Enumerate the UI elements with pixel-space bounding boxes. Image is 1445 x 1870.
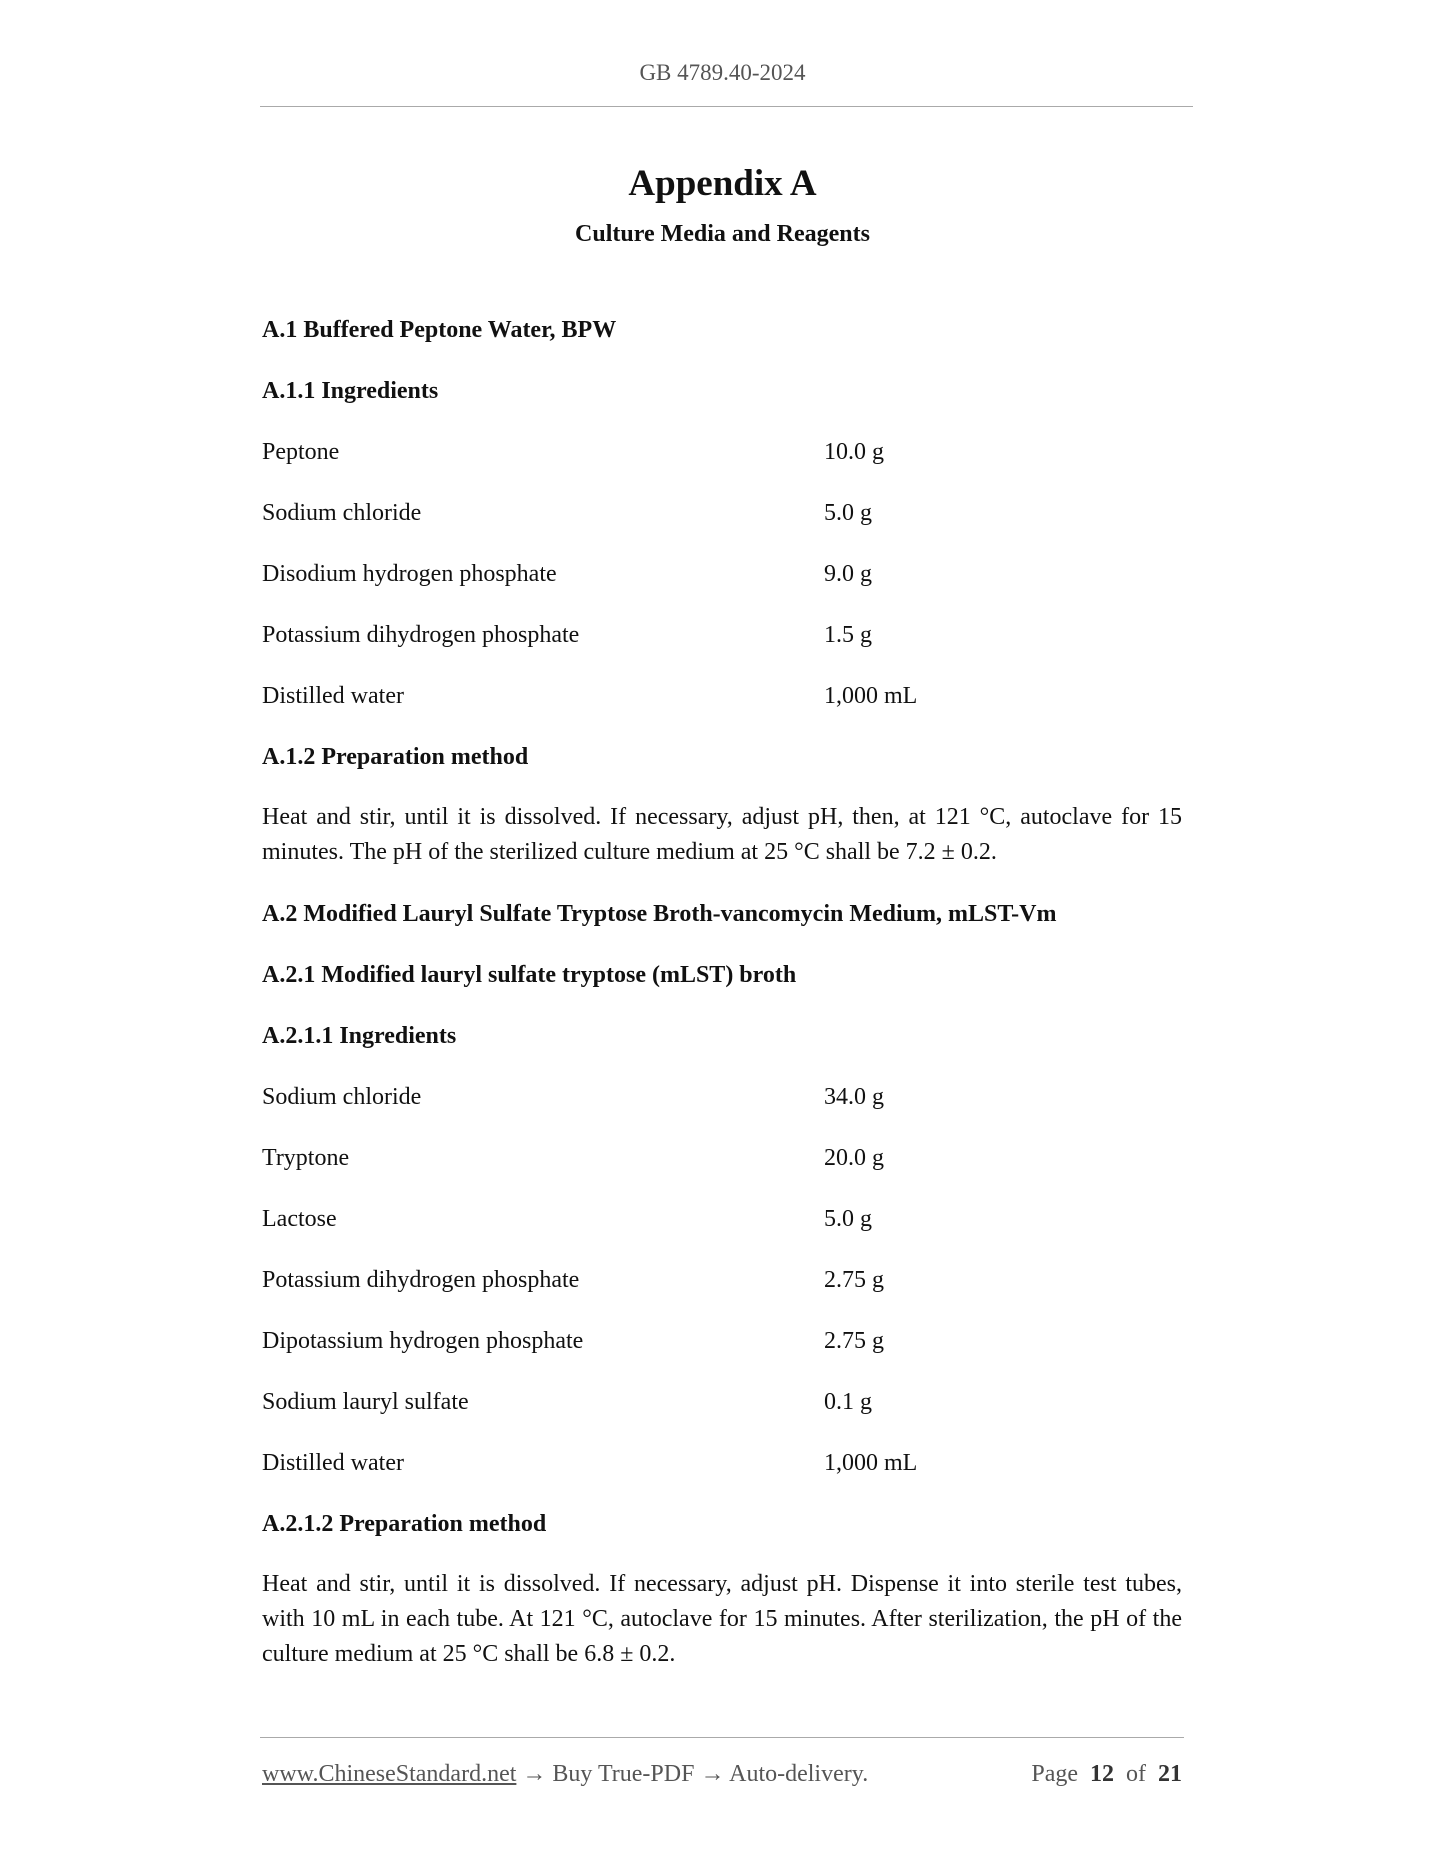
footer-divider <box>260 1737 1184 1738</box>
prep-heading-a1-2: A.1.2 Preparation method <box>262 744 529 770</box>
ingredient-row <box>262 1201 1182 1237</box>
ingredient-amount: 5.0 g <box>824 1206 872 1232</box>
ingredient-row <box>262 1445 1182 1481</box>
ingredients-heading-a2-1-1: A.2.1.1 Ingredients <box>262 1023 457 1049</box>
ingredient-row <box>262 1323 1182 1359</box>
page-indicator <box>1031 1758 1182 1790</box>
ingredient-amount: 0.1 g <box>824 1389 872 1415</box>
current-page-number: 12 <box>1090 1761 1114 1787</box>
ingredient-name: Tryptone <box>262 1145 350 1171</box>
ingredient-amount: 20.0 g <box>824 1145 884 1171</box>
ingredient-name: Disodium hydrogen phosphate <box>262 561 557 587</box>
appendix-subtitle: Culture Media and Reagents <box>575 221 870 247</box>
ingredient-amount: 1,000 mL <box>824 1450 918 1476</box>
ingredient-row <box>262 1262 1182 1298</box>
appendix-title: Appendix A <box>628 163 817 204</box>
prep-heading-a2-1-2: A.2.1.2 Preparation method <box>262 1511 547 1537</box>
ingredient-row <box>262 434 1182 470</box>
sub-heading-a2-1: A.2.1 Modified lauryl sulfate tryptose (mLST) broth <box>262 962 797 988</box>
ingredient-amount: 2.75 g <box>824 1328 884 1354</box>
ingredient-row <box>262 617 1182 653</box>
ingredient-amount: 9.0 g <box>824 561 872 587</box>
section-heading-a2: A.2 Modified Lauryl Sulfate Tryptose Broth-vancomycin Medium, mLST-Vm <box>262 901 1057 927</box>
prep-text-a2-1-2: Heat and stir, until it is dissolved. If necessary, adjust pH. Dispense it into sterile test tubes, with 10 mL in each tube. At 121 °C, autoclave for 15 minutes. After sterilization, the pH of the culture medium at 25 °C shall be 6.8 ± 0.2. <box>262 1571 1182 1667</box>
ingredient-row <box>262 1140 1182 1176</box>
ingredient-amount: 2.75 g <box>824 1267 884 1293</box>
ingredient-amount: 1,000 mL <box>824 683 918 709</box>
ingredient-name: Distilled water <box>262 683 404 709</box>
ingredient-name: Potassium dihydrogen phosphate <box>262 1267 580 1293</box>
ingredient-name: Lactose <box>262 1206 337 1232</box>
ingredient-name: Potassium dihydrogen phosphate <box>262 622 580 648</box>
ingredient-row <box>262 556 1182 592</box>
footer-promo <box>262 1758 868 1790</box>
ingredients-list-a1 <box>262 434 1182 714</box>
ingredients-heading-a1-1: A.1.1 Ingredients <box>262 378 439 404</box>
header-divider <box>260 106 1193 107</box>
ingredient-amount: 1.5 g <box>824 622 872 648</box>
of-label: of <box>1126 1761 1146 1787</box>
total-pages: 21 <box>1158 1761 1182 1787</box>
footer-promo-text: → Buy True-PDF → Auto-delivery. <box>516 1761 869 1787</box>
ingredient-name: Sodium lauryl sulfate <box>262 1389 469 1415</box>
page-header: GB 4789.40-2024 <box>639 60 806 85</box>
prep-text-a1-2: Heat and stir, until it is dissolved. If necessary, adjust pH, then, at 121 °C, autoclave for 15 minutes. The pH of the sterilized culture medium at 25 °C shall be 7.2 ± 0.2. <box>262 804 1182 865</box>
document-body <box>262 312 1182 1698</box>
ingredient-row <box>262 678 1182 714</box>
ingredient-amount: 5.0 g <box>824 500 872 526</box>
ingredients-list-a2 <box>262 1079 1182 1481</box>
ingredient-row <box>262 1384 1182 1420</box>
ingredient-name: Sodium chloride <box>262 500 422 526</box>
website-link[interactable]: www.ChineseStandard.net <box>262 1761 517 1787</box>
page-footer <box>262 1758 1182 1790</box>
ingredient-name: Peptone <box>262 439 340 465</box>
ingredient-name: Distilled water <box>262 1450 404 1476</box>
section-heading-a1: A.1 Buffered Peptone Water, BPW <box>262 317 617 343</box>
ingredient-amount: 10.0 g <box>824 439 884 465</box>
ingredient-name: Dipotassium hydrogen phosphate <box>262 1328 584 1354</box>
ingredient-row <box>262 1079 1182 1115</box>
ingredient-amount: 34.0 g <box>824 1084 884 1110</box>
ingredient-name: Sodium chloride <box>262 1084 422 1110</box>
page-label: Page <box>1031 1761 1078 1787</box>
ingredient-row <box>262 495 1182 531</box>
